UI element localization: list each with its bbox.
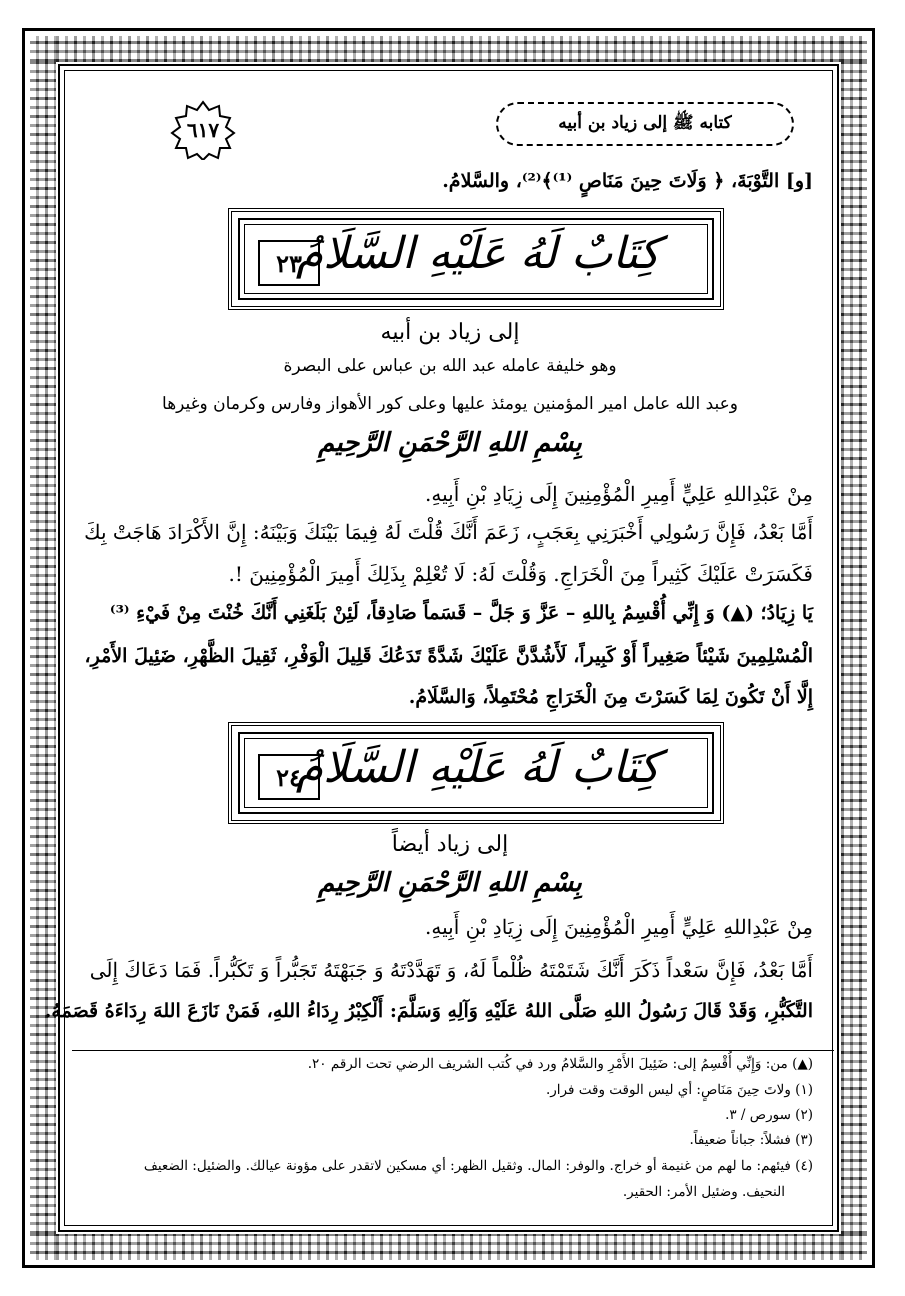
letter-recipient: إلى زياد أيضاً	[391, 832, 509, 857]
letter-number: ٢٤	[258, 754, 320, 800]
footnote: (▲) من: وَإِنِّي أُقْسِمُ إلى: ضَئِيلَ الأَمْرِ والسَّلامُ ورد في كُتب الشريف الرضي تحت الرقم ٢٠.	[307, 1056, 813, 1072]
footnote: (١) ولاتَ حِينَ مَنَاصٍ: أي ليس الوقت وقت فرار.	[545, 1082, 813, 1098]
bismillah: بِسْمِ اللهِ الرَّحْمَنِ الرَّحِيمِ	[318, 868, 582, 898]
letter-line: إِلَّا أَنْ تَكُونَ لِمَا كَسَرْتَ مِنَ الْخَرَاجِ مُحْتَمِلاً، وَالسَّلَامُ.	[408, 686, 813, 708]
footnote: (٣) فشلاً: جباناً ضعيفاً.	[689, 1132, 813, 1148]
footnote-divider	[72, 1050, 834, 1051]
letter-line: أَمَّا بَعْدُ، فَإِنَّ سَعْداً ذَكَرَ أَنَّكَ شَتَمْتَهُ ظُلْماً لَهُ، وَ تَهَدَّدْتَهُ وَ جَبَهْتَهُ تَجَبُّراً وَ تَكَبُّراً. فَمَا دَعَاكَ إِلَى	[89, 958, 813, 982]
letter-title-frame	[228, 722, 724, 824]
letter-line: يَا زِيَادُ؛ (▲) وَ إِنِّي أُقْسِمُ بِاللهِ – عَزَّ وَ جَلَّ – قَسَماً صَادِقاً، لَئِنْ بَلَغَنِي أَنَّكَ خُنْتَ مِنْ فَيْءِ ⁽³⁾	[109, 602, 813, 624]
footnote: (٤) فيئهم: ما لهم من غنيمة أو خراج. والوفر: المال. وثقيل الظهر: أي مسكين لاتقدر على مؤونة عيالك. والضئيل: الضعيف	[143, 1158, 813, 1174]
letter-line: التَّكَبُّرِ، وَقَدْ قَالَ رَسُولُ اللهِ صَلَّى اللهُ عَلَيْهِ وَآلِهِ وَسَلَّمَ: أَلْكِبْرُ رِدَاءُ اللهِ، فَمَنْ نَازَعَ اللهَ رِدَاءَهُ قَصَمَهُ.	[44, 1000, 813, 1022]
bismillah: بِسْمِ اللهِ الرَّحْمَنِ الرَّحِيمِ	[318, 428, 582, 458]
letter-recipient: إلى زياد بن أبيه	[380, 320, 520, 345]
intro-line: [و] التَّوْبَةَ، ﴿ وَلَاتَ حِينَ مَنَاصٍ ⁽¹⁾﴾⁽²⁾، والسَّلامُ.	[442, 170, 813, 192]
letter-description: وهو خليفة عامله عبد الله بن عباس على البصرة	[283, 356, 617, 376]
letter-number: ٢٣	[258, 240, 320, 286]
footnote: (٢) سورص / ٣.	[725, 1107, 813, 1123]
letter-title-frame	[228, 208, 724, 310]
page-number-text: ٦١٧	[186, 118, 220, 142]
letter-title: كِتَابٌ لَهُ عَلَيْهِ السَّلَامُ	[295, 742, 660, 793]
letter-line: مِنْ عَبْدِاللهِ عَلِيٍّ أَمِيرِ الْمُؤْمِنِينَ إِلَى زِيَادِ بْنِ أَبِيهِ.	[425, 482, 813, 506]
letter-title: كِتَابٌ لَهُ عَلَيْهِ السَّلَامُ	[295, 228, 660, 279]
page-number	[170, 100, 236, 160]
letter-description: وعبد الله عامل امير المؤمنين يومئذ عليها وعلى كور الأهواز وفارس وكرمان وغيرها	[162, 394, 738, 414]
letter-line: مِنْ عَبْدِاللهِ عَلِيٍّ أَمِيرِ الْمُؤْمِنِينَ إِلَى زِيَادِ بْنِ أَبِيهِ.	[425, 915, 813, 939]
letter-line: الْمُسْلِمِينَ شَيْئاً صَغِيراً أَوْ كَبِيراً، لَأَشُدَّنَّ عَلَيْكَ شَدَّةً تَدَعُكَ قَلِيلَ الْوَفْرِ، ثَقِيلَ الظَّهْرِ، ضَئِيلَ الأَمْرِ،	[84, 645, 813, 667]
footnote: النحيف. وضئيل الأمر: الحقير.	[622, 1184, 785, 1200]
letter-line: أَمَّا بَعْدُ، فَإِنَّ رَسُولِي أَخْبَرَنِي بِعَجَبٍ، زَعَمَ أَنَّكَ قُلْتَ لَهُ فِيمَا بَيْنَكَ وَبَيْنَهُ: إِنَّ الأَكْرَادَ هَاجَتْ بِكَ	[84, 520, 813, 544]
letter-line: فَكَسَرَتْ عَلَيْكَ كَثِيراً مِنَ الْخَرَاجِ. وَقُلْتَ لَهُ: لَا تُعْلِمْ بِذَلِكَ أَمِيرَ الْمُؤْمِنِينَ !.	[228, 562, 813, 586]
running-head: كتابه ﷺ إلى زياد بن أبيه	[496, 102, 794, 146]
